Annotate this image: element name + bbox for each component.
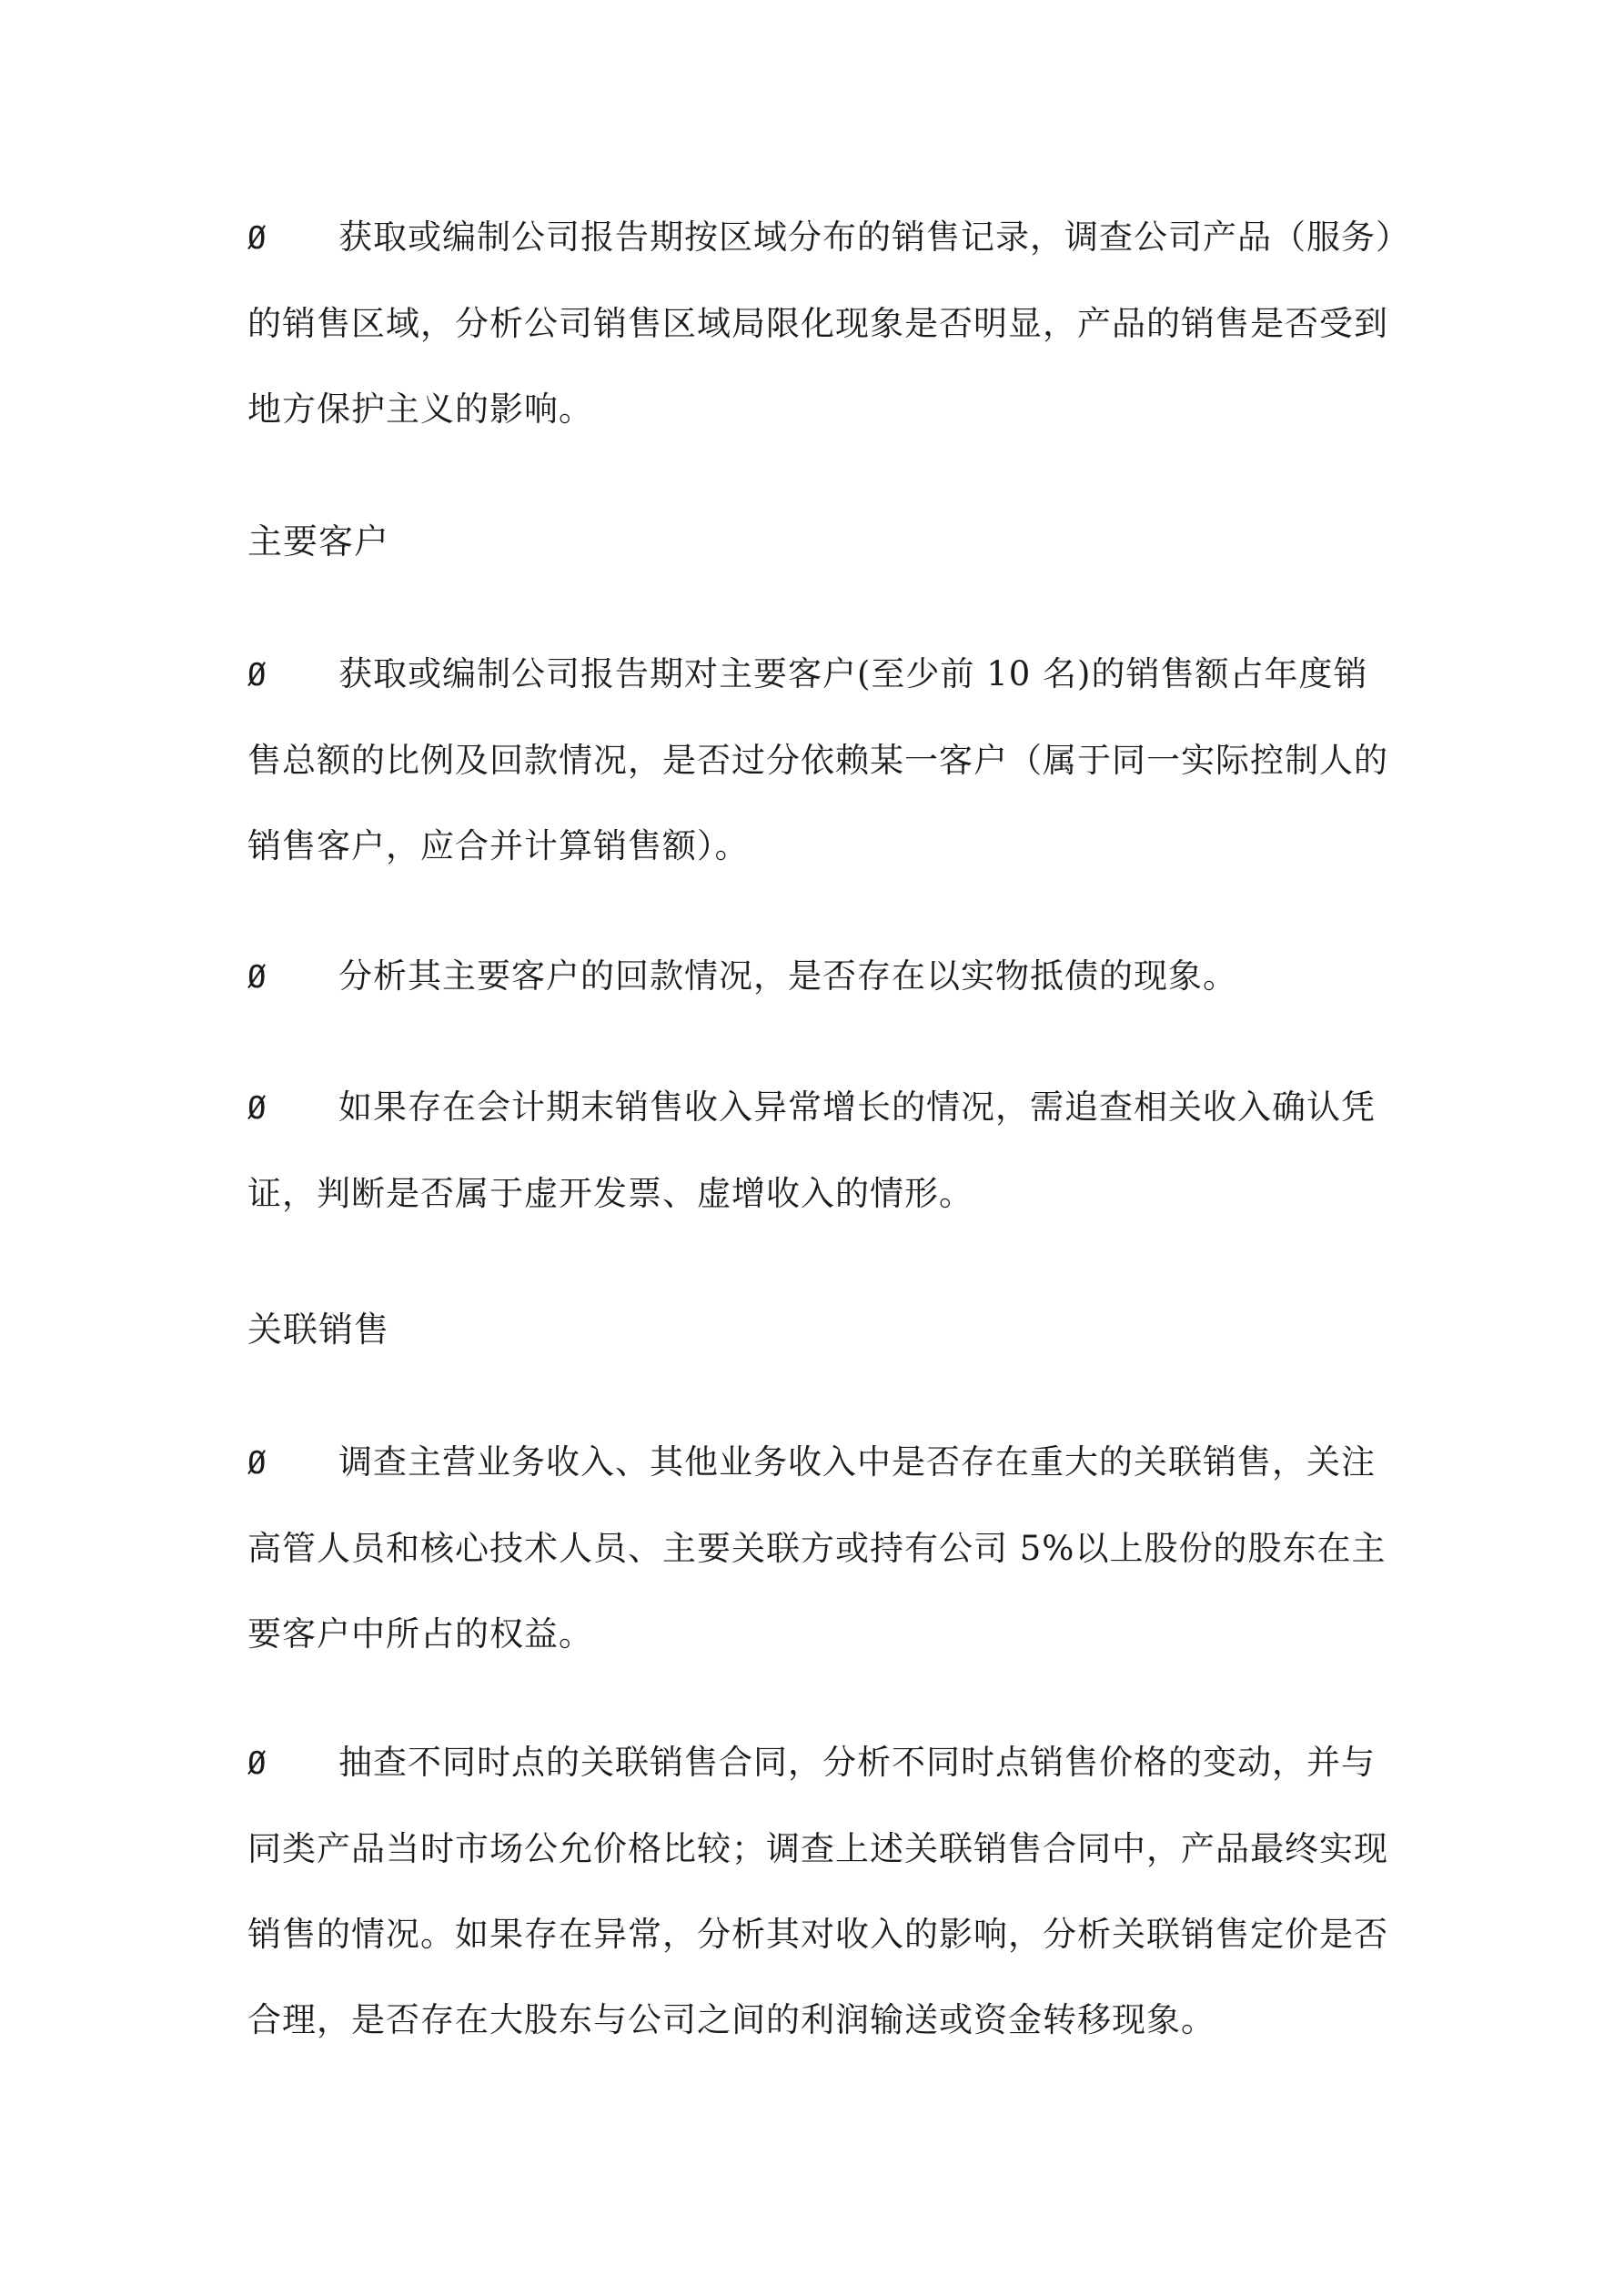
paragraph-repayment: [247, 934, 1394, 1020]
paragraph-text: 分析其主要客户的回款情况，是否存在以实物抵债的现象。: [338, 956, 1237, 996]
paragraph-sales-region: [247, 195, 1394, 452]
bullet-icon: Ø: [247, 657, 267, 693]
paragraph-text: 获取或编制公司报告期按区域分布的销售记录，调查公司产品（服务）的销售区域，分析公司销售区域局限化现象是否明显，产品的销售是否受到地方保护主义的影响。: [247, 217, 1394, 429]
paragraph-text: 调查主营业务收入、其他业务收入中是否存在重大的关联销售，关注高管人员和核心技术人员、主要关联方或持有公司 5%以上股份的股东在主要客户中所占的权益。: [247, 1442, 1387, 1654]
paragraph-abnormal-growth: [247, 1065, 1394, 1237]
paragraph-text: 获取或编制公司报告期对主要客户(至少前 10 名)的销售额占年度销售总额的比例及回款情况，是否过分依赖某一客户（属于同一实际控制人的销售客户，应合并计算销售额）。: [247, 654, 1388, 865]
bullet-icon: Ø: [247, 1445, 267, 1482]
paragraph-major-customers-share: [247, 632, 1394, 889]
paragraph-contract-sampling: [247, 1720, 1394, 2063]
bullet-icon: Ø: [247, 220, 267, 257]
paragraph-text: 抽查不同时点的关联销售合同，分析不同时点销售价格的变动，并与同类产品当时市场公允价格比较；调查上述关联销售合同中，产品最终实现销售的情况。如果存在异常，分析其对收入的影响，分析关联销售定价是否合理，是否存在大股东与公司之间的利润输送或资金转移现象。: [247, 1743, 1388, 2039]
bullet-icon: Ø: [247, 1745, 267, 1782]
section-heading-related-sales: 关联销售: [247, 1310, 390, 1350]
paragraph-text: 如果存在会计期末销售收入异常增长的情况，需追查相关收入确认凭证，判断是否属于虚开发票、虚增收入的情形。: [247, 1087, 1376, 1213]
paragraph-related-sales-check: [247, 1420, 1394, 1677]
bullet-icon: Ø: [247, 1090, 267, 1127]
section-heading-major-customers: 主要客户: [247, 521, 390, 561]
bullet-icon: Ø: [247, 959, 267, 996]
